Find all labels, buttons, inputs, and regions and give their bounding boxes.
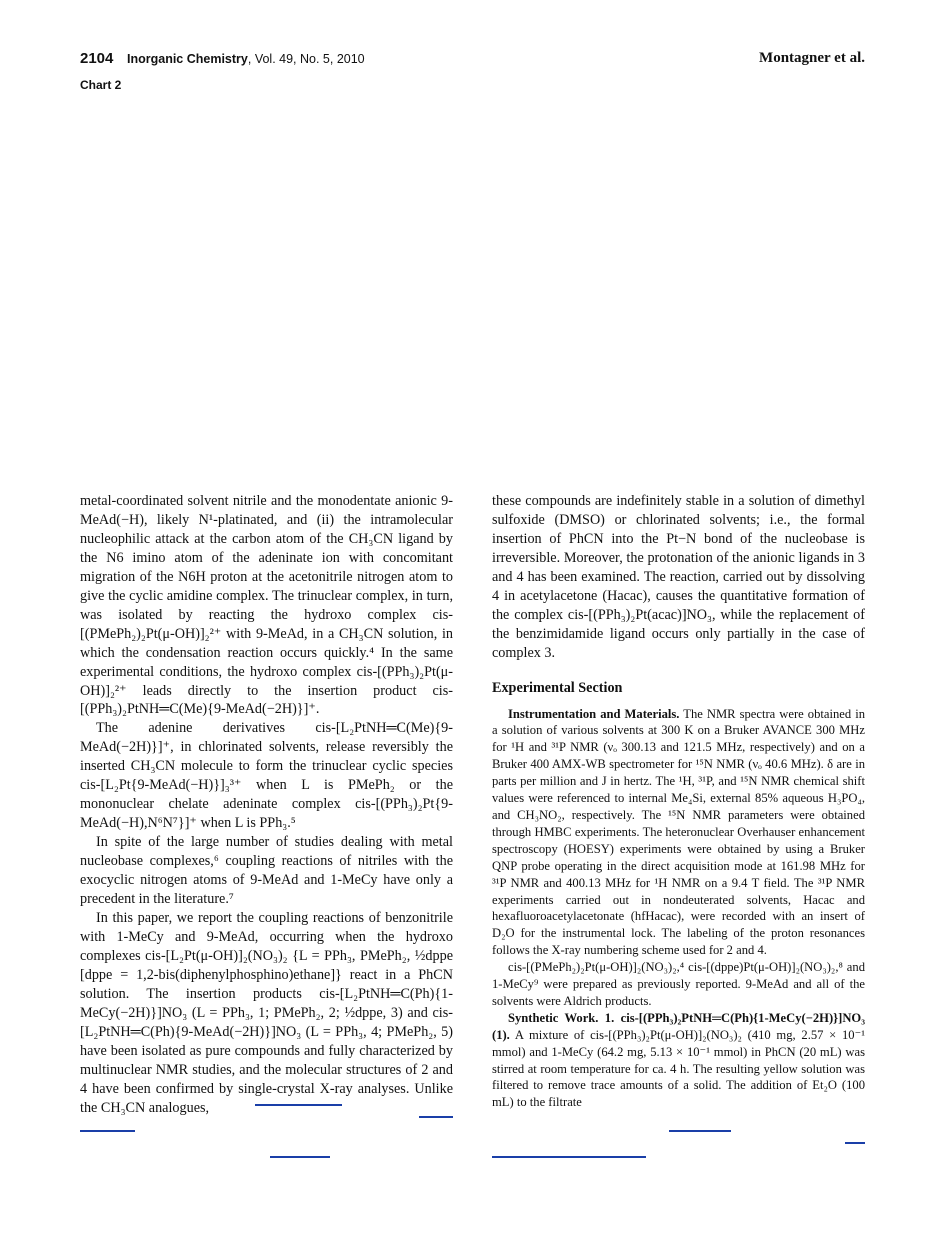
chart-label: Chart 2 [80, 78, 122, 92]
journal-details: , Vol. 49, No. 5, 2010 [247, 52, 365, 66]
reference-link-underline[interactable] [255, 1104, 342, 1106]
instrumentation-paragraph [492, 706, 865, 960]
right-paragraph-1: these compounds are indefinitely stable in a solution of dimethyl sulfoxide (DMSO) or chlorinated solvents; i.e., the formal insertion of PhCN into the Pt−N bond of the nucleobase is irreversible. Moreover, the protonation of the anionic ligands in 3 and 4 has been examined. The reaction, carried out by dissolving 4 in acetylacetone (Hacac), causes the quantitative formation of the complex cis-[(PPh₃)₂Pt(acac)]NO₃, while the replacement of the benzimidamide ligand occurs only partially in the case of complex 3. [492, 493, 865, 661]
reference-link-underline[interactable] [80, 1130, 135, 1132]
left-column [80, 492, 453, 1117]
left-paragraph-2: The adenine derivatives cis-[L₂PtNH═C(Me){9-MeAd(−2H)}]⁺, in chlorinated solvents, release reversibly the inserted CH₃CN molecule to form the trinuclear cyclic species cis-[L₂Pt{9-MeAd(−H)}]₃³⁺ when L is PMePh₂ or the mononuclear chelate adeninate complex cis-[(PPh₃)₂Pt{9-MeAd(−H),N⁶N⁷}]⁺ when L is PPh₃.⁵ [80, 720, 453, 832]
left-paragraph-3: In spite of the large number of studies dealing with metal nucleobase complexes,⁶ coupling reactions of nitriles with the exocyclic nitrogen atoms of 9-MeAd and 1-MeCy have only a precedent in the literature.⁷ [80, 834, 453, 908]
reference-link-underline[interactable] [492, 1156, 646, 1158]
synthesis-heading: Synthetic Work. 1. cis-[(PPh₃)₂PtNH═C(Ph){1-MeCy(−2H)}]NO₃ (1). [492, 1010, 865, 1042]
journal-citation [127, 52, 365, 66]
synthesis-text: A mixture of cis-[(PPh₃)₂Pt(μ-OH)]₂(NO₃)₂ (410 mg, 2.57 × 10⁻¹ mmol) and 1-MeCy (64.2 mg, 5.13 × 10⁻¹ mmol) in PhCN (20 mL) was stirred at room temperature for ca. 4 h. The resulting yellow solution was filtered to remove trace amounts of a solid. The addition of Et₂O (100 mL) to the filtrate [492, 1027, 865, 1110]
left-paragraph-4: In this paper, we report the coupling reactions of benzonitrile with 1-MeCy and 9-MeAd, occurring when the hydroxo complexes cis-[L₂Pt(μ-OH)]₂(NO₃)₂ {L = PPh₃, PMePh₂, ½dppe [dppe = 1,2-bis(diphenylphosphino)ethane]} react in a PhCN solution. The insertion products cis-[L₂PtNH═C(Ph){1-MeCy(−2H)}]NO₃ (L = PPh₃, 1; PMePh₂, 2; ½dppe, 3) and cis-[L₂PtNH═C(Ph){9-MeAd(−2H)}]NO₃ (L = PPh₃, 4; PMePh₂, 5) have been isolated as pure compounds and fully characterized by multinuclear NMR studies, and the molecular structures of 2 and 4 have been confirmed by single-crystal X-ray analyses. Unlike the CH₃CN analogues, [80, 909, 453, 1116]
page-number: 2104 [80, 50, 114, 67]
reference-link-underline[interactable] [669, 1130, 731, 1132]
materials-paragraph: cis-[(PMePh₂)₂Pt(μ-OH)]₂(NO₃)₂,⁴ cis-[(dppe)Pt(μ-OH)]₂(NO₃)₂,⁸ and 1-MeCy⁹ were prepared as previously reported. 9-MeAd and all of the solvents were Aldrich products. [492, 960, 865, 1008]
synthesis-paragraph [492, 1010, 865, 1111]
instrumentation-heading: Instrumentation and Materials. [508, 706, 680, 721]
journal-name: Inorganic Chemistry [127, 52, 248, 66]
page-header [80, 50, 865, 70]
reference-link-underline[interactable] [419, 1116, 453, 1118]
reference-link-underline[interactable] [845, 1142, 865, 1144]
section-title: Experimental Section [492, 679, 623, 696]
instrumentation-text: The NMR spectra were obtained in a solution of various solvents at 300 K on a Bruker AVANCE 300 MHz for ¹H and ³¹P NMR (νₒ 300.13 and 121.5 MHz, respectively) and on a Bruker 400 AMX-WB spectrometer for ¹⁵N NMR (νₒ 40.6 MHz). δ are in parts per million and J in hertz. The ¹H, ³¹P, and ¹⁵N NMR chemical shift values were referenced to internal Me₄Si, external 85% aqueous H₃PO₄, and CH₃NO₂, respectively. The ¹⁵N NMR parameters were obtained through HMBC experiments. The heteronuclear Overhauser enhancement spectroscopy (HOESY) experiments were obtained by using a Bruker QNP probe operating in the direct acquisition mode at 161.98 MHz for ³¹P NMR and 400.13 MHz for ¹H NMR on a 9.4 T field. The ³¹P NMR experiments carried out in nondeuterated solvents, Hacac and hexafluoroacetylacetonate (hfHacac), were recorded with an insert of D₂O for the instrumental lock. The labeling of the proton resonances follows the X-ray numbering scheme used for 2 and 4. [492, 706, 865, 958]
reference-link-underline[interactable] [270, 1156, 330, 1158]
left-paragraph-1: metal-coordinated solvent nitrile and the monodentate anionic 9-MeAd(−H), likely N¹-platinated, and (ii) the intramolecular nucleophilic attack at the carbon atom of the CH₃CN ligand by the N6 imino atom of the adeninate ion with concomitant migration of the N6H proton at the acetonitrile nitrogen atom to give the cyclic amidine complex. The trinuclear complex, in turn, was isolated by reacting the hydroxo complex cis-[(PMePh₂)₂Pt(μ-OH)]₂²⁺ with 9-MeAd, in a CH₃CN solution, in which the condensation reaction occurs quickly.⁴ In the same experimental conditions, the hydroxo complex cis-[(PPh₃)₂Pt(μ-OH)]₂²⁺ leads directly to the insertion product cis-[(PPh₃)₂PtNH═C(Me){9-MeAd(−2H)}]⁺. [80, 493, 453, 718]
right-column [492, 492, 865, 1111]
running-authors: Montagner et al. [759, 50, 865, 66]
